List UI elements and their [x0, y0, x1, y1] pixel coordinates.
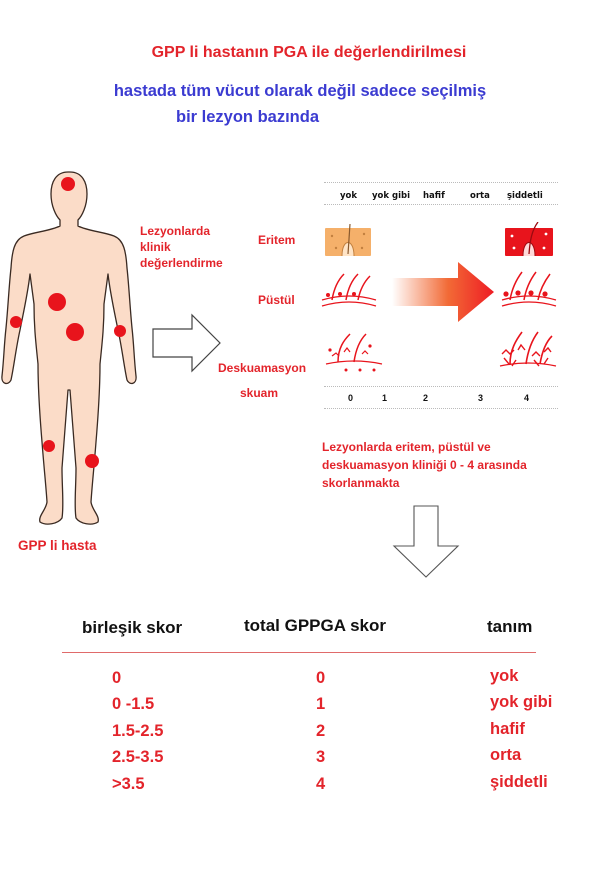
note-line-3: skorlanmakta [322, 476, 400, 490]
table-row-definition: hafif [490, 720, 525, 738]
clinical-eval-line-3: değerlendirme [140, 256, 223, 270]
header-hafif: hafif [423, 191, 445, 201]
score-4: 4 [524, 393, 530, 403]
header-yok-gibi: yok gibi [372, 191, 410, 201]
note-line-2: deskuamasyon kliniği 0 - 4 arasında [322, 458, 527, 472]
table-row-definition: şiddetli [490, 773, 548, 791]
table-header-definition: tanım [487, 617, 533, 636]
mild-erythema-icon [324, 224, 372, 258]
pustule-label: Püstül [258, 293, 295, 307]
table-row-composite: >3.5 [112, 775, 145, 793]
table-row-definition: orta [490, 746, 522, 764]
score-0: 0 [348, 393, 354, 403]
header-siddetli: şiddetli [507, 191, 543, 201]
table-row-total: 0 [316, 669, 326, 687]
table-row-composite: 0 -1.5 [112, 695, 155, 713]
score-1: 1 [382, 393, 388, 403]
table-header-total: total GPPGA skor [244, 616, 387, 635]
severity-gradient-arrow-icon [392, 262, 496, 322]
header-orta: orta [470, 191, 490, 201]
table-row-definition: yok [490, 667, 519, 685]
table-row-definition: yok gibi [490, 693, 553, 711]
patient-body-figure [0, 168, 140, 528]
score-3: 3 [478, 393, 484, 403]
table-row-total: 4 [316, 775, 326, 793]
severe-pustule-icon [500, 268, 558, 312]
mild-desquamation-icon [324, 328, 384, 374]
title-line-2: hastada tüm vücut olarak değil sadece seçilmiş [113, 82, 487, 100]
table-row-total: 3 [316, 748, 326, 766]
table-row-composite: 2.5-3.5 [112, 748, 164, 766]
table-row-composite: 1.5-2.5 [112, 722, 164, 740]
table-header-composite: birleşik skor [82, 618, 183, 637]
note-line-1: Lezyonlarda eritem, püstül ve [322, 440, 491, 454]
down-arrow-icon [390, 504, 462, 580]
title-line-3: bir lezyon bazında [176, 108, 320, 126]
title-line-1: GPP li hastanın PGA ile değerlendirilmesi [151, 44, 467, 61]
patient-label: GPP li hasta [18, 538, 97, 553]
score-2: 2 [423, 393, 429, 403]
clinical-eval-label [140, 223, 223, 271]
scoring-note [322, 438, 527, 492]
table-row-total: 1 [316, 695, 326, 713]
clinical-eval-line-1: Lezyonlarda [140, 224, 211, 238]
table-row-total: 2 [316, 722, 326, 740]
desquamation-label: Deskuamasyon [218, 361, 307, 375]
severe-desquamation-icon [498, 328, 558, 376]
severity-panel [324, 182, 558, 412]
right-arrow-icon [150, 312, 222, 374]
scale-label: skuam [240, 386, 279, 400]
clinical-eval-line-2: klinik [140, 240, 171, 254]
erythema-label: Eritem [258, 233, 296, 247]
severe-erythema-icon [504, 222, 554, 258]
mild-pustule-icon [320, 270, 378, 310]
header-yok: yok [340, 191, 358, 201]
table-row-composite: 0 [112, 669, 122, 687]
table-divider [62, 652, 536, 653]
